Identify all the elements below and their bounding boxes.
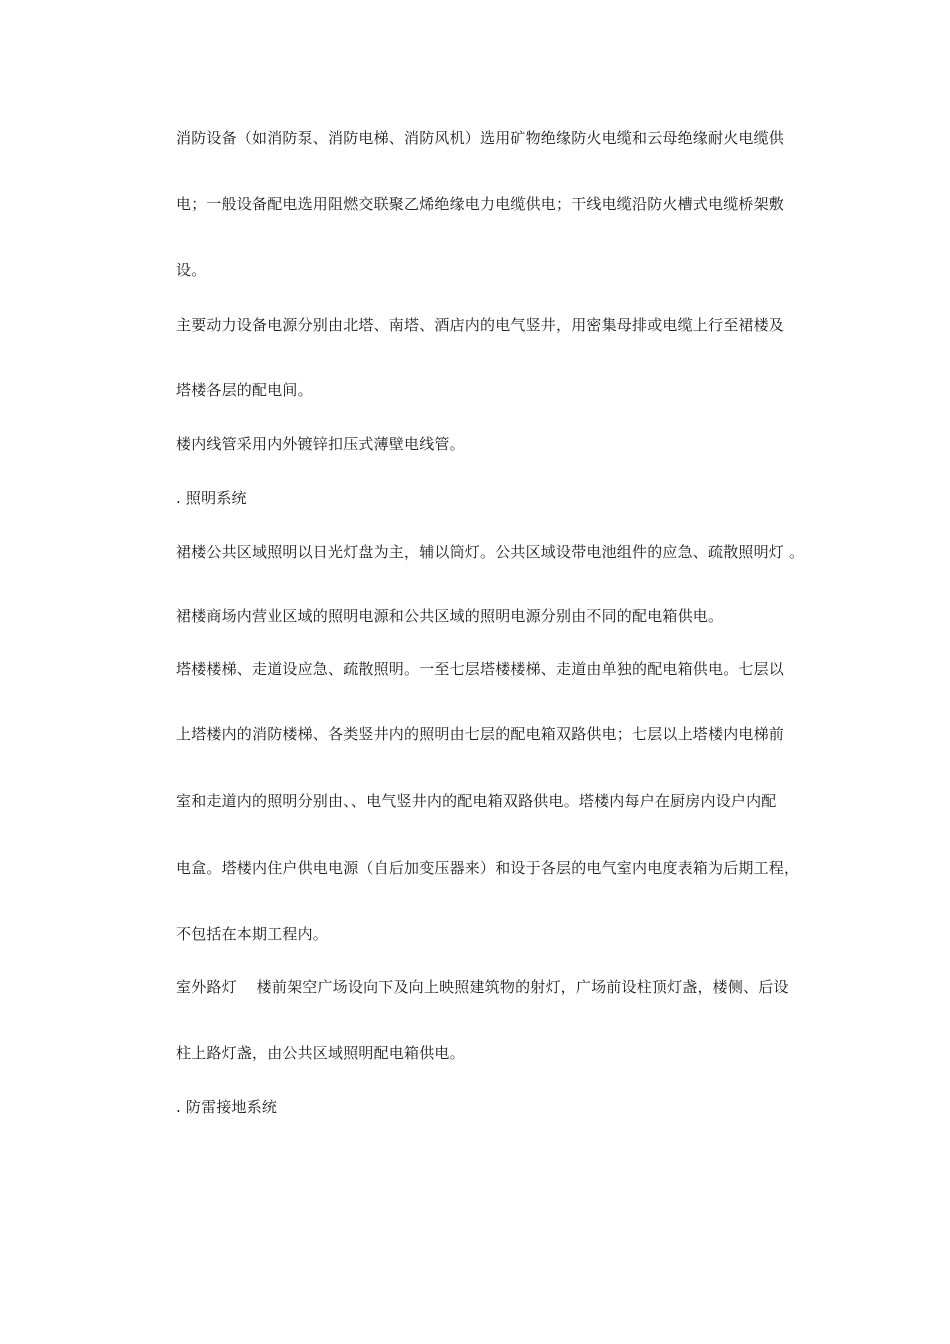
section-heading-lighting: . 照明系统	[176, 489, 247, 507]
paragraph-line: 塔楼各层的配电间。	[176, 381, 313, 399]
paragraph-line: 主要动力设备电源分别由北塔、南塔、酒店内的电气竖井，用密集母排或电缆上行至裙楼及	[176, 316, 785, 334]
paragraph-line: 裙楼商场内营业区域的照明电源和公共区域的照明电源分别由不同的配电箱供电。	[176, 607, 724, 625]
paragraph-line: 塔楼楼梯、走道设应急、疏散照明。一至七层塔楼楼梯、走道由单独的配电箱供电。七层以	[176, 660, 785, 678]
paragraph-line: 设。	[176, 261, 207, 279]
paragraph-line: 柱上路灯盏，由公共区域照明配电箱供电。	[176, 1044, 465, 1062]
paragraph-line: 电；一般设备配电选用阻燃交联聚乙烯绝缘电力电缆供电；干线电缆沿防火槽式电缆桥架敷	[176, 195, 785, 213]
paragraph-line: 不包括在本期工程内。	[176, 925, 329, 943]
paragraph-line: 室和走道内的照明分别由、、电气竖井内的配电箱双路供电。塔楼内每户在厨房内设户内配	[176, 792, 777, 810]
section-heading-lightning-grounding: . 防雷接地系统	[176, 1098, 278, 1116]
paragraph-line: 室外路灯 楼前架空广场设向下及向上映照建筑物的射灯，广场前设柱顶灯盏，楼侧、后设	[176, 978, 789, 996]
paragraph-line: 电盒。塔楼内住户供电电源（自后加变压器来）和设于各层的电气室内电度表箱为后期工程，	[176, 859, 800, 877]
paragraph-line: 上塔楼内的消防楼梯、各类竖井内的照明由七层的配电箱双路供电；七层以上塔楼内电梯前	[176, 725, 785, 743]
paragraph-line: 裙楼公共区域照明以日光灯盘为主，辅以筒灯。公共区域设带电池组件的应急、疏散照明灯 。	[176, 543, 805, 561]
paragraph-line: 消防设备（如消防泵、消防电梯、消防风机）选用矿物绝缘防火电缆和云母绝缘耐火电缆供	[176, 129, 785, 147]
paragraph-line: 楼内线管采用内外镀锌扣压式薄壁电线管。	[176, 435, 465, 453]
